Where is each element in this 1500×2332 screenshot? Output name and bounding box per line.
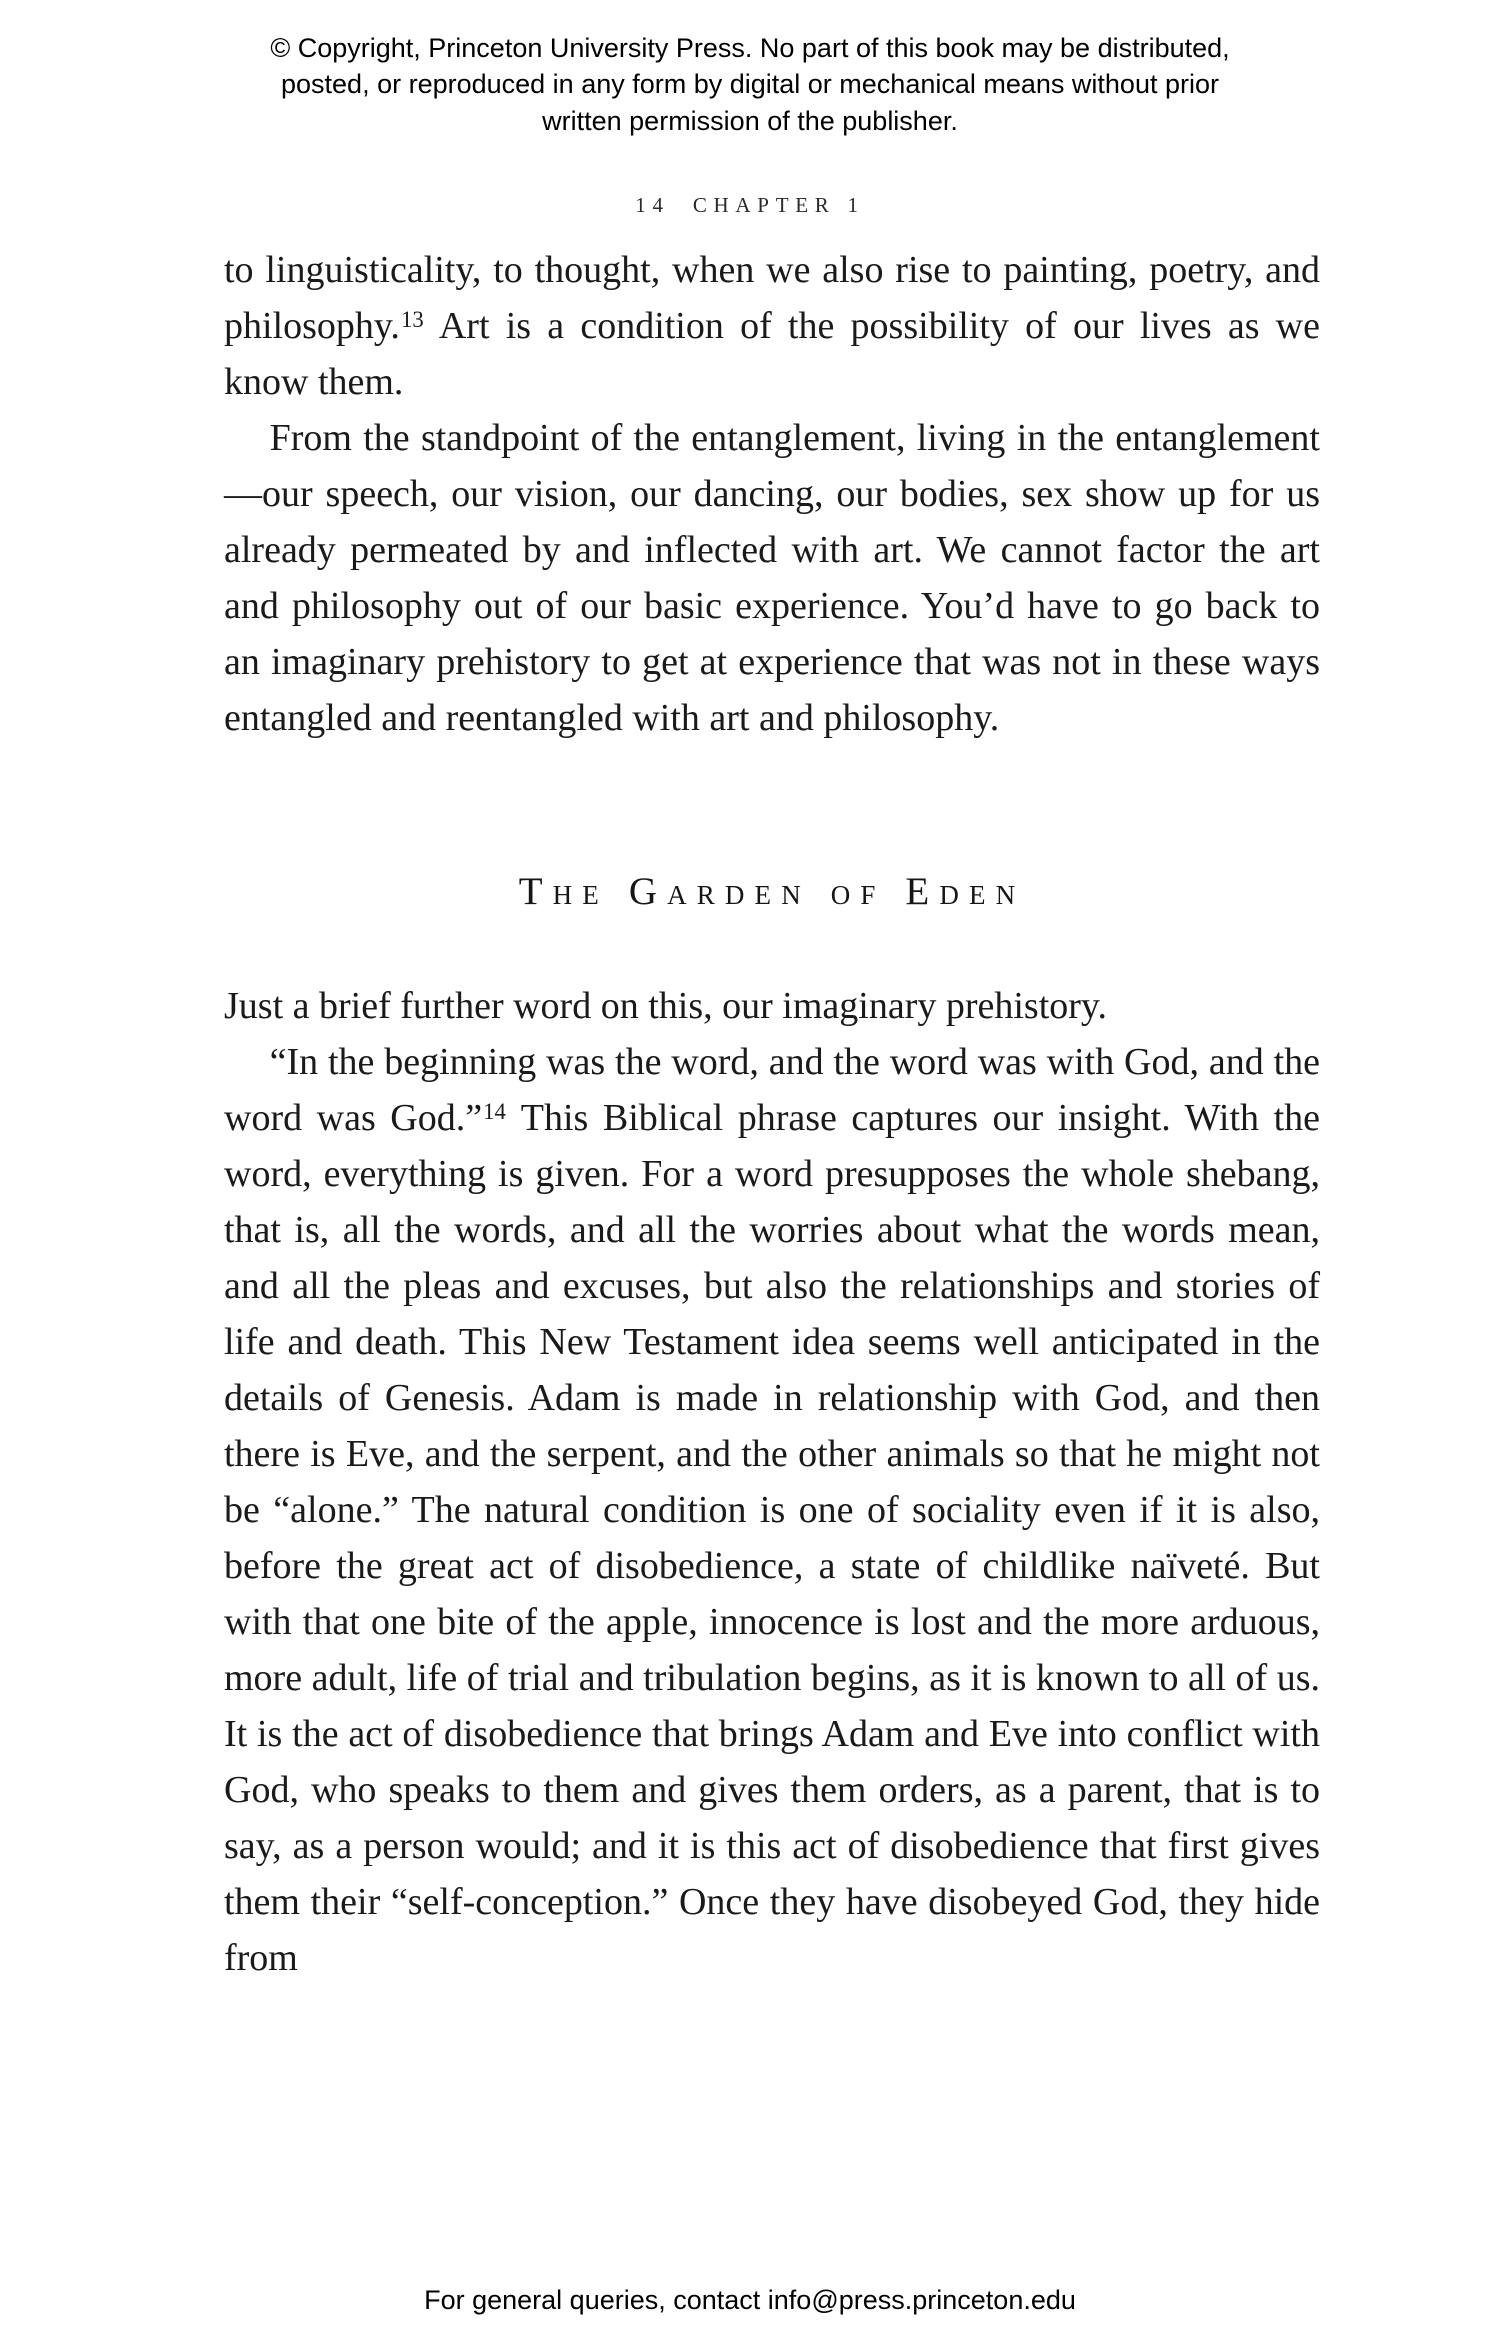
paragraph: Just a brief further word on this, our imaginary prehistory. — [224, 985, 1107, 1028]
footnote-reference: 13 — [400, 306, 424, 332]
paragraph: to linguisticality, to thought, when we also rise to painting, poetry, and philosophy.$^{13}$ Art is a condition of the possibility of our lives as we know them. — [224, 249, 1320, 404]
running-head — [0, 193, 1500, 218]
section-heading: The Garden of Eden — [518, 870, 1026, 914]
page-body-text — [224, 242, 1320, 1986]
paragraph: From the standpoint of the entanglement, living in the entanglement—our speech, our vision, our dancing, our bodies, sex show up for us already permeated by and inflected with art. We cannot factor the art and philosophy out of our basic experience. You’d have to go back to an imaginary prehistory to get at experience that was not in these ways entangled and reentangled with art and philosophy. — [224, 417, 1320, 740]
paragraph: “In the beginning was the word, and the word was with God, and the word was God.”$^{14}$ This Biblical phrase captures our insight. With the word, everything is given. For a word presupposes the whole shebang, that is, all the words, and all the worries about what the words mean, and all the pleas and excuses, but also the relationships and stories of life and death. This New Testament idea seems well anticipated in the details of Genesis. Adam is made in relationship with God, and then there is Eve, and the serpent, and the other animals so that he might not be “alone.” The natural condition is one of sociality even if it is also, before the great act of disobedience, a state of childlike naïveté. But with that one bite of the apple, innocence is lost and the more arduous, more adult, life of trial and tribulation begins, as it is known to all of us. It is the act of disobedience that brings Adam and Eve into conflict with God, who speaks to them and gives them orders, as a parent, that is to say, as a person would; and it is this act of disobedience that first gives them their “self-conception.” Once they have disobeyed God, they hide from — [224, 1041, 1320, 1980]
copyright-notice: © Copyright, Princeton University Press. No part of this book may be distributed, posted, or reproduced in any form by digital or mechanical means without prior written permission of the publisher. — [270, 33, 1230, 136]
chapter-label: CHAPTER 1 — [692, 193, 865, 218]
footer-contact: For general queries, contact info@press.princeton.edu — [424, 2285, 1076, 2315]
book-page — [0, 30, 1500, 2315]
page-number: 14 — [635, 193, 670, 218]
footnote-reference: 14 — [483, 1098, 506, 1124]
